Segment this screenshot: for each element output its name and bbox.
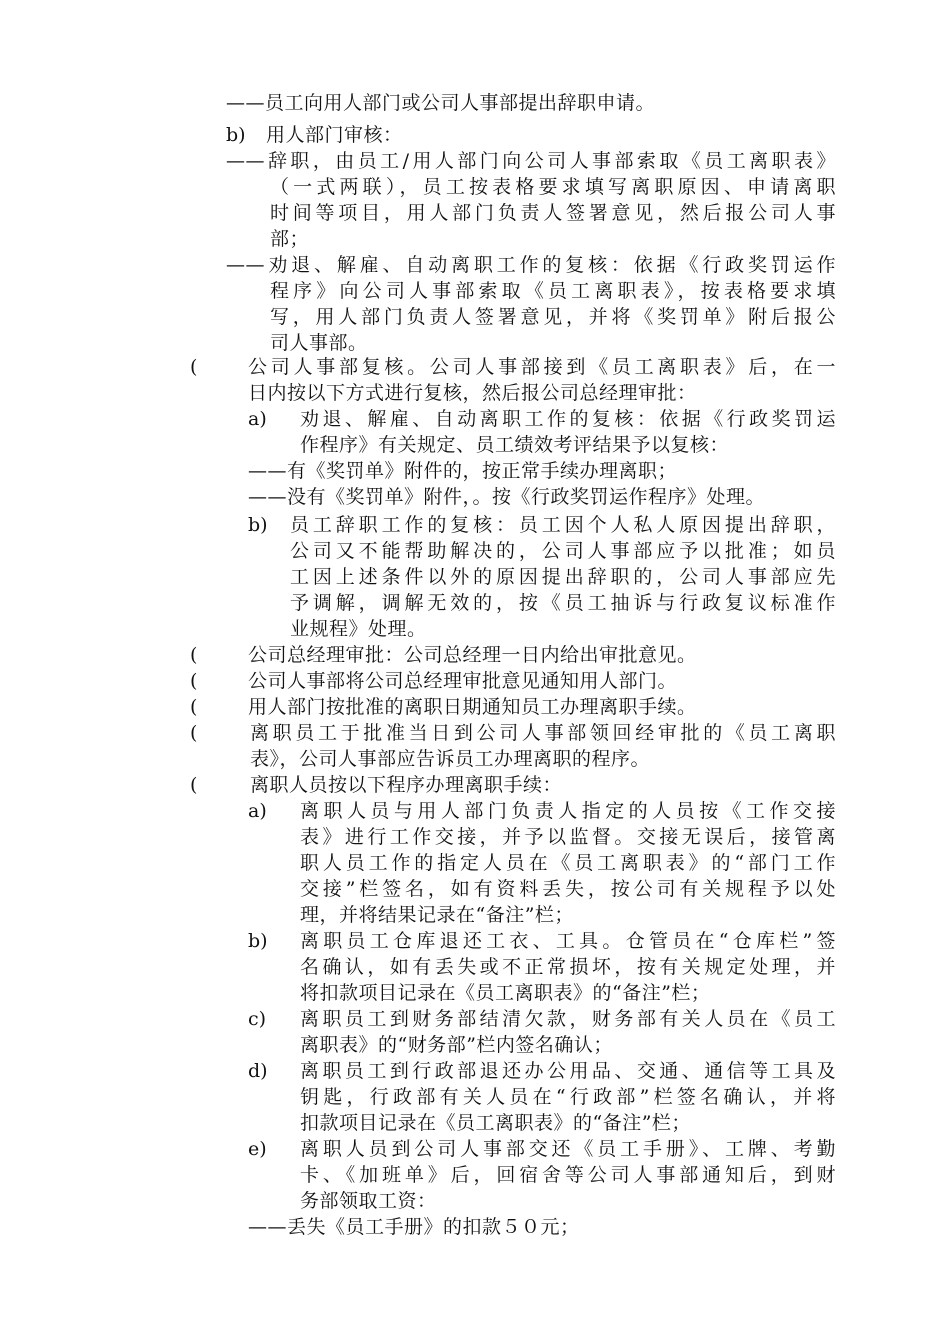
text-line: 离职员工于批准当日到公司人事部领回经审批的《员工离职 bbox=[250, 722, 836, 744]
list-marker: ( bbox=[190, 774, 198, 796]
text-line: ——没有《奖罚单》附件，。按《行政奖罚运作程序》处理。 bbox=[248, 486, 766, 508]
text-line: 业规程》处理。 bbox=[290, 618, 427, 640]
text-line: 表》，公司人事部应告诉员工办理离职的程序。 bbox=[250, 748, 651, 770]
text-line: 卡、《加班单》后，回宿舍等公司人事部通知后，到财 bbox=[300, 1164, 836, 1186]
text-line: 交接”栏签名，如有资料丢失，按公司有关规程予以处 bbox=[300, 878, 836, 900]
text-line: 离职员工到财务部结清欠款，财务部有关人员在《员工 bbox=[300, 1008, 836, 1030]
text-line: 将扣款项目记录在《员工离职表》的“备注”栏； bbox=[300, 982, 711, 1004]
list-marker: d) bbox=[248, 1060, 268, 1082]
text-line: 司人事部。 bbox=[270, 332, 368, 354]
text-line: 离职人员与用人部门负责人指定的人员按《工作交接 bbox=[300, 800, 836, 822]
text-line: 写，用人部门负责人签署意见，并将《奖罚单》附后报公 bbox=[270, 306, 836, 328]
text-line: 程序》向公司人事部索取《员工离职表》，按表格要求填 bbox=[270, 280, 836, 302]
list-marker: c) bbox=[248, 1008, 267, 1030]
text-line: 作程序》有关规定、员工绩效考评结果予以复核： bbox=[300, 434, 730, 456]
text-line: 离职表》的“财务部”栏内签名确认； bbox=[300, 1034, 613, 1056]
text-line: 用人部门按批准的离职日期通知员工办理离职手续。 bbox=[248, 696, 697, 718]
list-marker: ( bbox=[190, 696, 198, 718]
text-line: 公司又不能帮助解决的，公司人事部应予以批准；如员 bbox=[290, 540, 836, 562]
text-line: ——辞职，由员工/用人部门向公司人事部索取《员工离职表》 bbox=[226, 150, 836, 172]
text-line: 扣款项目记录在《员工离职表》的“备注”栏； bbox=[300, 1112, 691, 1134]
text-line: 公司人事部复核。公司人事部接到《员工离职表》后，在一 bbox=[248, 356, 836, 378]
list-marker: a) bbox=[248, 408, 267, 430]
text-line: 公司人事部将公司总经理审批意见通知用人部门。 bbox=[248, 670, 678, 692]
text-line: 钥匙，行政部有关人员在“行政部”栏签名确认，并将 bbox=[300, 1086, 836, 1108]
text-line: 离职人员按以下程序办理离职手续： bbox=[250, 774, 563, 796]
text-line: 务部领取工资： bbox=[300, 1190, 437, 1212]
text-line: ——劝退、解雇、自动离职工作的复核：依据《行政奖罚运作 bbox=[226, 254, 836, 276]
text-line: 名确认，如有丢失或不正常损坏，按有关规定处理，并 bbox=[300, 956, 836, 978]
text-line: ——员工向用人部门或公司人事部提出辞职申请。 bbox=[226, 92, 656, 114]
list-marker: ( bbox=[190, 644, 198, 666]
text-line: 离职员工仓库退还工衣、工具。仓管员在“仓库栏”签 bbox=[300, 930, 836, 952]
text-line: 予调解，调解无效的，按《员工抽诉与行政复议标准作 bbox=[290, 592, 836, 614]
text-line: 员工辞职工作的复核：员工因个人私人原因提出辞职， bbox=[290, 514, 836, 536]
text-line: 劝退、解雇、自动离职工作的复核：依据《行政奖罚运 bbox=[300, 408, 836, 430]
text-line: （一式两联），员工按表格要求填写离职原因、申请离职 bbox=[270, 176, 836, 198]
list-marker: a) bbox=[248, 800, 267, 822]
text-line: ——有《奖罚单》附件的，按正常手续办理离职； bbox=[248, 460, 678, 482]
text-line: 公司总经理审批：公司总经理一日内给出审批意见。 bbox=[248, 644, 697, 666]
text-line: 理，并将结果记录在“备注”栏； bbox=[300, 904, 574, 926]
text-line: 职人员工作的指定人员在《员工离职表》的“部门工作 bbox=[300, 852, 836, 874]
text-line: ——丢失《员工手册》的扣款５０元； bbox=[248, 1216, 580, 1238]
text-line: 用人部门审核： bbox=[266, 124, 403, 146]
list-marker: ( bbox=[190, 356, 198, 378]
text-line: 部； bbox=[270, 228, 310, 250]
list-marker: ( bbox=[190, 722, 198, 744]
list-marker: b) bbox=[226, 124, 246, 146]
list-marker: b) bbox=[248, 514, 268, 536]
text-line: 离职人员到公司人事部交还《员工手册》、工牌、考勤 bbox=[300, 1138, 836, 1160]
list-marker: b) bbox=[248, 930, 268, 952]
list-marker: e) bbox=[248, 1138, 267, 1160]
text-line: 时间等项目，用人部门负责人签署意见，然后报公司人事 bbox=[270, 202, 836, 224]
text-line: 表》进行工作交接，并予以监督。交接无误后，接管离 bbox=[300, 826, 836, 848]
text-line: 日内按以下方式进行复核，然后报公司总经理审批： bbox=[248, 382, 697, 404]
list-marker: ( bbox=[190, 670, 198, 692]
text-line: 离职员工到行政部退还办公用品、交通、通信等工具及 bbox=[300, 1060, 836, 1082]
text-line: 工因上述条件以外的原因提出辞职的，公司人事部应先 bbox=[290, 566, 836, 588]
